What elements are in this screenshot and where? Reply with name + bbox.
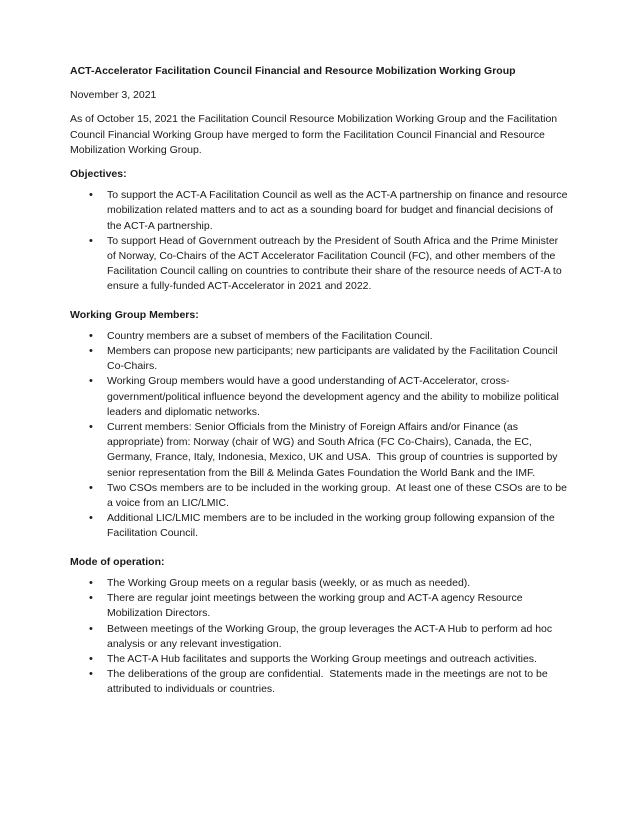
section-heading-working-group-members: Working Group Members: xyxy=(70,308,199,321)
list-item: • The ACT-A Hub facilitates and supports the Working Group meetings and outreach activities. xyxy=(107,652,569,667)
list-item: • The Working Group meets on a regular basis (weekly, or as much as needed). xyxy=(107,576,569,591)
list-item: • Country members are a subset of members of the Facilitation Council. xyxy=(107,329,569,344)
document-date: November 3, 2021 xyxy=(70,89,157,102)
list-item: • Additional LIC/LMIC members are to be included in the working group following expansion of the Facilitation Council. xyxy=(107,511,569,541)
section-heading-mode-of-operation: Mode of operation: xyxy=(70,555,165,568)
list-item: • The deliberations of the group are confidential. Statements made in the meetings are not to be attributed to individuals or countries. xyxy=(107,667,569,697)
list-item: • There are regular joint meetings between the working group and ACT-A agency Resource Mobilization Directors. xyxy=(107,591,569,621)
section-heading-objectives: Objectives: xyxy=(70,168,127,181)
list-item: • Between meetings of the Working Group, the group leverages the ACT-A Hub to perform ad hoc analysis or any relevant investigation. xyxy=(107,622,569,652)
list-item: • To support Head of Government outreach by the President of South Africa and the Prime Minister of Norway, Co-Chairs of the ACT Accelerator Facilitation Council (FC), and other members of the Facilitation Council calling on countries to contribute their share of the resource needs of ACT-A to ensure a fully-funded ACT-Accelerator in 2021 and 2022. xyxy=(107,234,569,295)
list-item: • Members can propose new participants; new participants are validated by the Facilitation Council Co-Chairs. xyxy=(107,344,569,374)
working-group-members-list xyxy=(70,329,569,542)
list-item: • Two CSOs members are to be included in the working group. At least one of these CSOs are to be a voice from an LIC/LMIC. xyxy=(107,481,569,511)
list-item: • Current members: Senior Officials from the Ministry of Foreign Affairs and/or Finance (as appropriate) from: Norway (chair of WG) and South Africa (FC Co-Chairs), Canada, the EC, Germany, France, Italy, Indonesia, Mexico, UK and USA. This group of countries is supported by senior representation from the Bill & Melinda Gates Foundation the World Bank and the IMF. xyxy=(107,420,569,481)
list-item: • To support the ACT-A Facilitation Council as well as the ACT-A partnership on finance and resource mobilization related matters and to act as a sounding board for budget and financial decisions of the ACT-A partnership. xyxy=(107,188,569,234)
objectives-list xyxy=(70,188,569,294)
intro-paragraph: As of October 15, 2021 the Facilitation Council Resource Mobilization Working Group and the Facilitation Council Financial Working Group have merged to form the Facilitation Council Financial and Resource Mobilization Working Group. xyxy=(70,113,561,156)
document-title: ACT-Accelerator Facilitation Council Financial and Resource Mobilization Working Group xyxy=(70,65,516,77)
mode-of-operation-list xyxy=(70,576,569,698)
list-item: • Working Group members would have a good understanding of ACT-Accelerator, cross-government/political influence beyond the development agency and the ability to mobilize political leaders and diplomatic networks. xyxy=(107,374,569,420)
